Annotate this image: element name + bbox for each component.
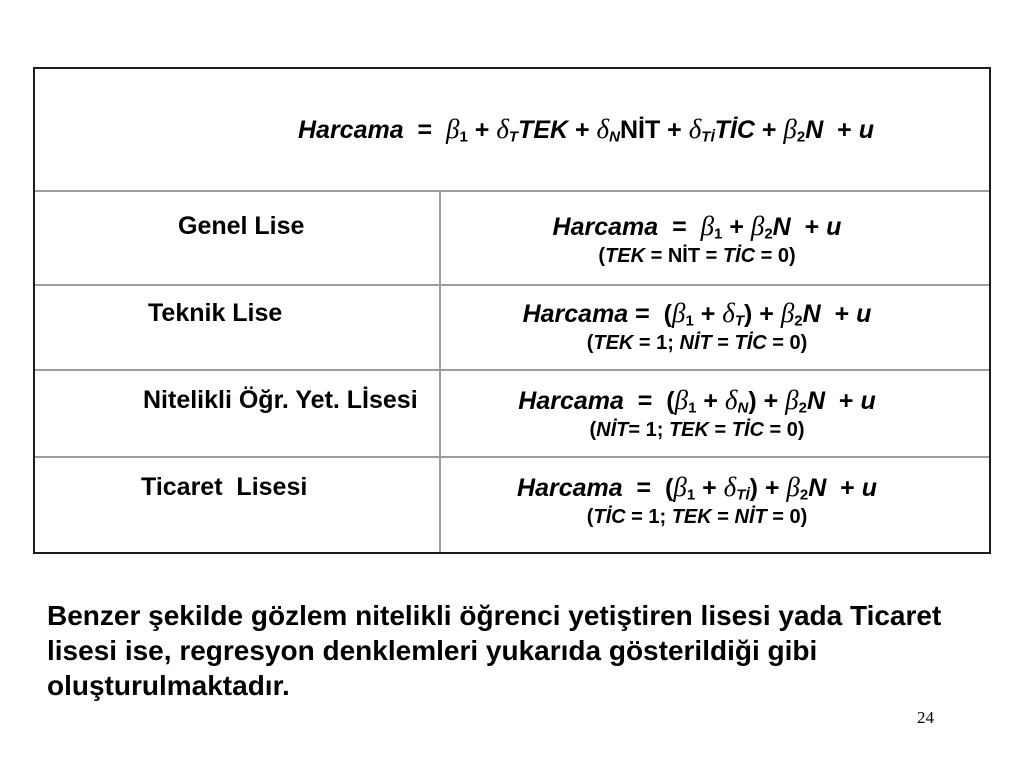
equation-variable: TİC — [731, 419, 764, 441]
paragraph-line: Benzer şekilde gözlem nitelikli öğrenci yetiştiren lisesi yada Ticaret — [47, 600, 942, 631]
equation-variable: TEK — [671, 506, 712, 528]
greek-symbol: δ — [688, 114, 702, 144]
table-row — [35, 286, 989, 369]
greek-symbol: β — [786, 472, 800, 502]
equation-operator: NİT — [667, 245, 701, 267]
equation-variable: Harcama — [522, 300, 629, 328]
subscript-variable: Tİ — [736, 486, 750, 504]
equation-variable: TİC — [593, 506, 626, 528]
greek-symbol: δ — [724, 385, 738, 415]
dummy-condition — [441, 416, 953, 444]
equation-operator: = ( — [622, 474, 674, 502]
equation-operator: ) + — [744, 300, 781, 328]
equation-operator: + — [693, 300, 723, 328]
equation-operator: ( — [598, 245, 606, 267]
equation-operator: + — [568, 116, 597, 144]
equation-variable: TİC — [734, 332, 767, 354]
equation-variable: u — [826, 213, 842, 241]
equation-operator: ) + — [748, 387, 786, 415]
equation-cell — [441, 286, 989, 369]
equation-operator: ( — [586, 332, 594, 354]
greek-symbol: β — [780, 298, 795, 328]
equation-cell — [441, 371, 989, 456]
equation-operator: = ( — [628, 300, 672, 328]
equation-variable: TEK — [668, 419, 709, 441]
paragraph-line: oluşturulmaktadır. — [47, 670, 290, 701]
equation-operator: + — [754, 116, 784, 144]
equation-variable: N — [802, 300, 821, 328]
equation-variable: TEK — [605, 245, 646, 267]
subscript-variable: N — [609, 128, 620, 146]
greek-symbol: δ — [496, 114, 509, 144]
equation-operator: = — [403, 116, 447, 144]
general-equation-cell — [35, 69, 989, 190]
equation-operator: + — [820, 300, 857, 328]
equation-variable: Harcama — [297, 116, 404, 144]
subscript-variable: N — [737, 399, 749, 417]
school-type-label: Genel Lise — [178, 212, 305, 240]
equation-variable: N — [805, 116, 824, 144]
regression-equation — [441, 472, 953, 503]
equation-operator: = ( — [623, 387, 675, 415]
subscript: 1 — [685, 312, 694, 330]
equation-variable: N — [806, 387, 826, 415]
equation-variable: NİT — [679, 332, 712, 354]
equation-operator: ( — [586, 506, 594, 528]
equation-operator: = — [658, 213, 701, 241]
equation-operator: + — [660, 116, 689, 144]
greek-symbol: δ — [596, 114, 610, 144]
equation-operator: = — [711, 332, 735, 354]
dummy-condition — [441, 242, 953, 270]
equation-operator: ) + — [749, 474, 787, 502]
greek-symbol: δ — [722, 298, 735, 328]
equation-variable: Harcama — [518, 387, 624, 415]
equation-operator: + — [696, 387, 725, 415]
equation-variable: TEK — [518, 116, 569, 144]
equation-variable: Harcama — [552, 213, 659, 241]
equation-operator: NİT — [619, 116, 661, 144]
equation-operator: + — [790, 213, 827, 241]
equation-variable: TİC — [722, 245, 756, 267]
school-type-label: Ticaret Lisesi — [141, 473, 308, 501]
greek-symbol: β — [700, 211, 715, 241]
greek-symbol: δ — [723, 472, 737, 502]
equation-operator: + — [823, 116, 859, 144]
general-regression-equation — [298, 114, 874, 145]
dummy-condition — [441, 503, 953, 531]
regression-equation — [441, 298, 953, 329]
subscript: 2 — [796, 128, 806, 146]
table-row — [35, 458, 989, 552]
greek-symbol: β — [673, 472, 687, 502]
equation-operator: = 1; — [628, 419, 669, 441]
equation-operator: = 0) — [755, 245, 796, 267]
equation-operator: = — [711, 506, 735, 528]
regression-equation — [441, 211, 953, 242]
equation-variable: NİT — [596, 419, 629, 441]
equation-operator: ( — [589, 419, 597, 441]
regression-equation — [441, 385, 953, 416]
subscript: 2 — [764, 225, 773, 243]
explanation-paragraph — [47, 598, 941, 703]
subscript: 1 — [686, 486, 696, 504]
equation-variable: u — [860, 387, 876, 415]
equation-operator: + — [467, 116, 497, 144]
subscript: 1 — [688, 399, 697, 417]
equation-operator: = 0) — [766, 506, 808, 528]
greek-symbol: β — [783, 114, 797, 144]
subscript-variable: T — [508, 128, 519, 146]
table-row — [35, 192, 989, 284]
equation-variable: N — [772, 213, 791, 241]
subscript-variable: Tİ — [701, 128, 715, 146]
paragraph-line: lisesi ise, regresyon denklemleri yukarıda gösterildiği gibi — [47, 635, 818, 666]
equation-operator: + — [825, 387, 861, 415]
equation-operator: = — [645, 245, 668, 267]
equation-cell — [441, 192, 989, 284]
equation-variable: TEK — [593, 332, 634, 354]
equation-operator: + — [826, 474, 862, 502]
greek-symbol: β — [785, 385, 799, 415]
greek-symbol: β — [674, 385, 689, 415]
equation-operator: = — [708, 419, 732, 441]
equation-operator: = — [700, 245, 723, 267]
table-row — [35, 371, 989, 456]
greek-symbol: β — [750, 211, 765, 241]
subscript: 2 — [798, 399, 807, 417]
subscript-variable: T — [734, 312, 745, 330]
subscript: 1 — [714, 225, 723, 243]
equation-variable: Harcama — [517, 474, 623, 502]
equation-variable: N — [808, 474, 827, 502]
subscript: 1 — [459, 128, 468, 146]
greek-symbol: β — [671, 298, 686, 328]
subscript: 2 — [794, 312, 803, 330]
equation-operator: + — [695, 474, 724, 502]
equation-cell — [441, 458, 989, 552]
equation-variable: NİT — [734, 506, 767, 528]
page-number: 24 — [917, 708, 934, 727]
regression-table — [33, 67, 991, 554]
equation-variable: u — [861, 474, 877, 502]
school-type-label: Nitelikli Öğr. Yet. Lİsesi — [143, 386, 418, 414]
dummy-condition — [441, 329, 953, 357]
equation-operator: = 0) — [763, 419, 805, 441]
school-type-label: Teknik Lise — [148, 299, 283, 327]
equation-operator: = 0) — [766, 332, 808, 354]
equation-operator: = 1; — [633, 332, 680, 354]
equation-variable: TİC — [714, 116, 755, 144]
equation-operator: = 1; — [625, 506, 672, 528]
equation-variable: u — [858, 116, 874, 144]
equation-variable: u — [856, 300, 872, 328]
subscript: 2 — [799, 486, 809, 504]
equation-operator: + — [722, 213, 751, 241]
greek-symbol: β — [446, 114, 460, 144]
